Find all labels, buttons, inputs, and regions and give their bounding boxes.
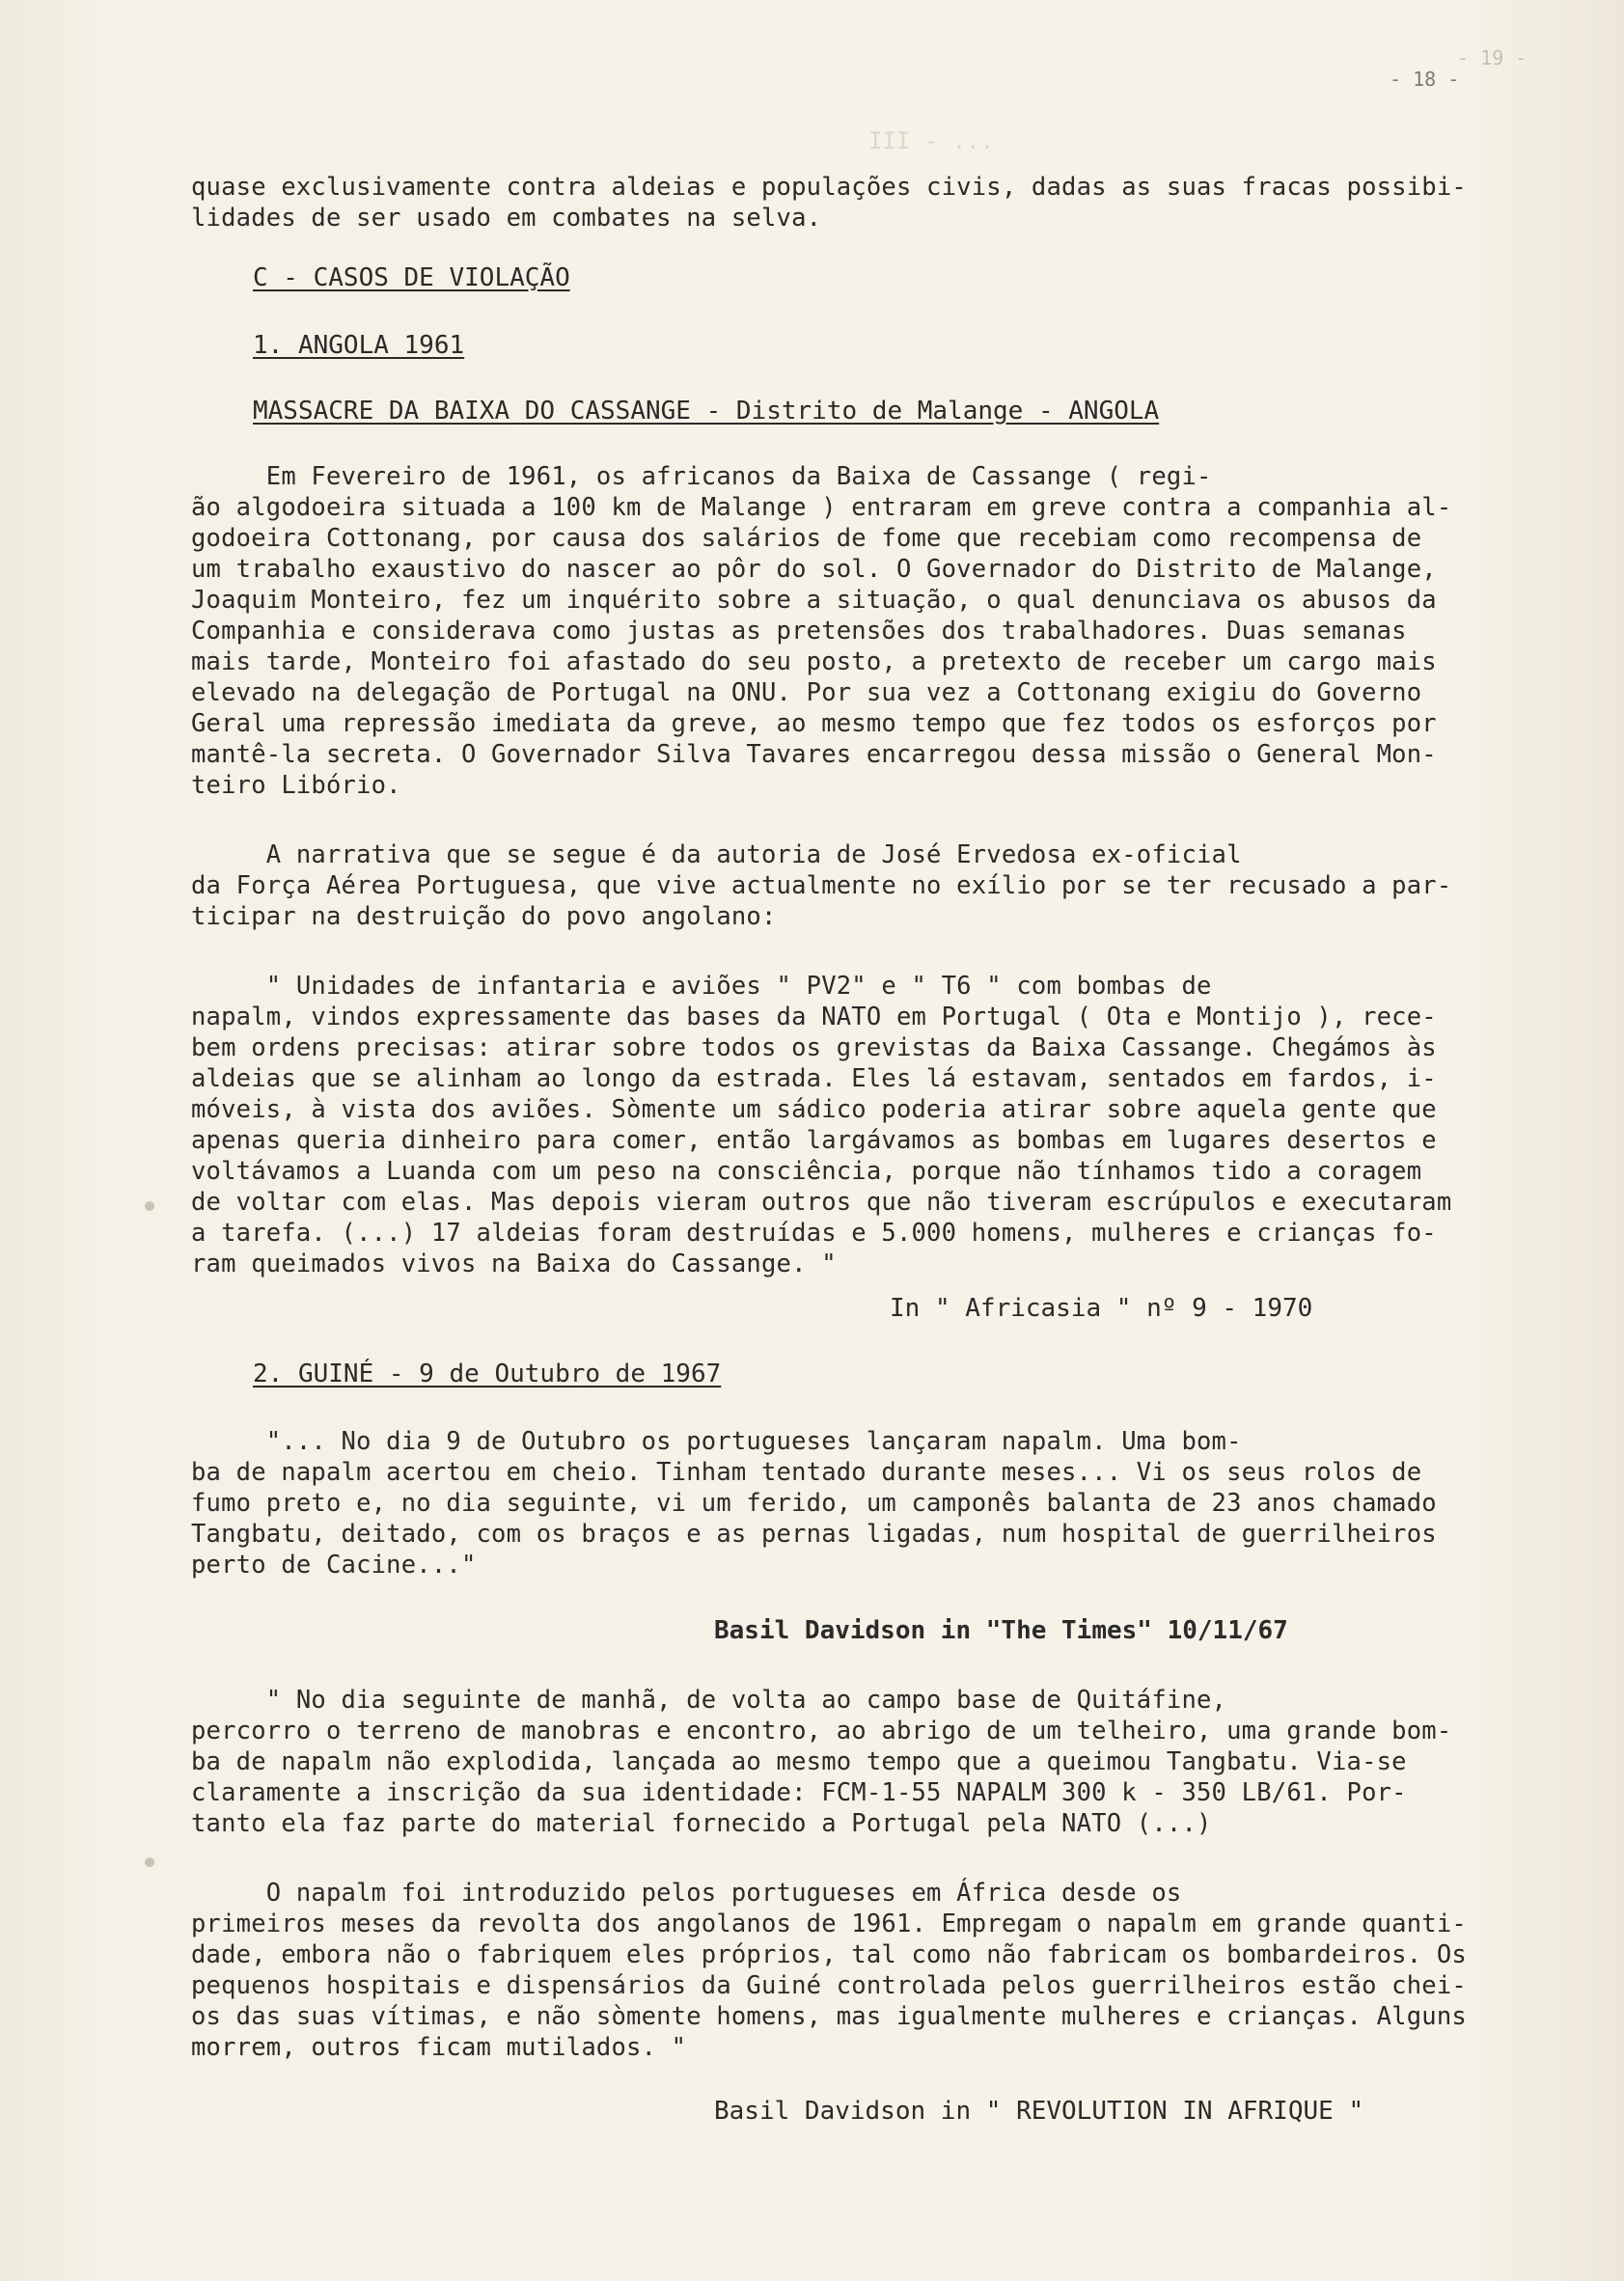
paragraph-line: Geral uma repressão imediata da greve, ao mesmo tempo que fez todos os esforços por — [191, 709, 1437, 738]
paragraph-line: os das suas vítimas, e não sòmente homens, mas igualmente mulheres e crianças. Alguns — [191, 2002, 1467, 2031]
quote-line: de voltar com elas. Mas depois vieram outros que não tiveram escrúpulos e executaram — [191, 1188, 1452, 1217]
paragraph-line: da Força Aérea Portuguesa, que vive actualmente no exílio por se ter recusado a par- — [191, 871, 1452, 900]
quote-line: " Unidades de infantaria e aviões " PV2" e " T6 " com bombas de — [191, 972, 1212, 1001]
quote-line: tanto ela faz parte do material fornecido a Portugal pela NATO (...) — [191, 1809, 1212, 1838]
quote-line: claramente a inscrição da sua identidade: FCM-1-55 NAPALM 300 k - 350 LB/61. Por- — [191, 1778, 1407, 1807]
quote-line: a tarefa. (...) 17 aldeias foram destruídas e 5.000 homens, mulheres e crianças fo- — [191, 1219, 1437, 1248]
page-number: - 18 - — [1390, 68, 1460, 91]
paragraph-line: godoeira Cottonang, por causa dos salários de fome que recebiam como recompensa de — [191, 524, 1422, 553]
paragraph-line: elevado na delegação de Portugal na ONU. Por sua vez a Cottonang exigiu do Governo — [191, 678, 1422, 707]
paragraph-line: Em Fevereiro de 1961, os africanos da Baixa de Cassange ( regi- — [191, 462, 1212, 491]
paragraph-line: ão algodoeira situada a 100 km de Malange ) entraram em greve contra a companhia al- — [191, 493, 1452, 522]
punch-mark — [145, 1857, 154, 1867]
attribution: Basil Davidson in "The Times" 10/11/67 — [714, 1616, 1288, 1645]
quote-line: voltávamos a Luanda com um peso na consciência, porque não tínhamos tido a coragem — [191, 1157, 1422, 1186]
quote-line: bem ordens precisas: atirar sobre todos os grevistas da Baixa Cassange. Chegámos às — [191, 1033, 1437, 1062]
paragraph-line: O napalm foi introduzido pelos portugueses em África desde os — [191, 1879, 1182, 1908]
paragraph-line: Joaquim Monteiro, fez um inquérito sobre a situação, o qual denunciava os abusos da — [191, 586, 1437, 615]
attribution: Basil Davidson in " REVOLUTION IN AFRIQUE " — [714, 2097, 1364, 2126]
quote-line: apenas queria dinheiro para comer, então largávamos as bombas em lugares desertos e — [191, 1126, 1437, 1155]
paragraph-line: morrem, outros ficam mutilados. " — [191, 2033, 687, 2062]
quote-line: Tangbatu, deitado, com os braços e as pernas ligadas, num hospital de guerrilheiros — [191, 1520, 1437, 1549]
quote-line: " No dia seguinte de manhã, de volta ao campo base de Quitáfine, — [191, 1686, 1227, 1715]
punch-mark — [145, 1201, 154, 1211]
quote-line: "... No dia 9 de Outubro os portugueses lançaram napalm. Uma bom- — [191, 1427, 1242, 1456]
quote-line: fumo preto e, no dia seguinte, vi um ferido, um camponês balanta de 23 anos chamado — [191, 1489, 1437, 1518]
paragraph-line: dade, embora não o fabriquem eles próprios, tal como não fabricam os bombardeiros. Os — [191, 1940, 1467, 1969]
paragraph-line: A narrativa que se segue é da autoria de José Ervedosa ex-oficial — [191, 840, 1242, 869]
quote-source: In " Africasia " nº 9 - 1970 — [890, 1294, 1313, 1323]
quote-line: ram queimados vivos na Baixa do Cassange. " — [191, 1250, 837, 1278]
angola-heading: 1. ANGOLA 1961 — [253, 331, 465, 360]
quote-line: móveis, à vista dos aviões. Sòmente um sádico poderia atirar sobre aquela gente que — [191, 1095, 1437, 1124]
massacre-subheading: MASSACRE DA BAIXA DO CASSANGE - Distrito de Malange - ANGOLA — [253, 397, 1160, 426]
show-through-text: III - ... — [868, 127, 995, 154]
quote-line: percorro o terreno de manobras e encontro, ao abrigo de um telheiro, uma grande bom- — [191, 1717, 1452, 1745]
quote-line: perto de Cacine..." — [191, 1551, 477, 1580]
guine-heading: 2. GUINÉ - 9 de Outubro de 1967 — [253, 1360, 722, 1388]
paragraph-line: mais tarde, Monteiro foi afastado do seu posto, a pretexto de receber um cargo mais — [191, 647, 1437, 676]
quote-line: ba de napalm acertou em cheio. Tinham tentado durante meses... Vi os seus rolos de — [191, 1458, 1422, 1487]
paragraph-line: mantê-la secreta. O Governador Silva Tavares encarregou dessa missão o General Mon- — [191, 740, 1437, 769]
intro-line: lidades de ser usado em combates na selva. — [191, 204, 822, 233]
quote-line: aldeias que se alinham ao longo da estrada. Eles lá estavam, sentados em fardos, i- — [191, 1064, 1437, 1093]
paragraph-line: um trabalho exaustivo do nascer ao pôr do sol. O Governador do Distrito de Malange, — [191, 555, 1437, 584]
ghost-page-number: - 19 - — [1457, 46, 1528, 69]
paragraph-line: ticipar na destruição do povo angolano: — [191, 902, 777, 931]
section-heading: C - CASOS DE VIOLAÇÃO — [253, 263, 570, 292]
paragraph-line: Companhia e considerava como justas as pretensões dos trabalhadores. Duas semanas — [191, 617, 1407, 646]
intro-line: quase exclusivamente contra aldeias e populações civis, dadas as suas fracas possibi- — [191, 173, 1467, 202]
paragraph-line: pequenos hospitais e dispensários da Guiné controlada pelos guerrilheiros estão chei- — [191, 1971, 1467, 2000]
quote-line: napalm, vindos expressamente das bases da NATO em Portugal ( Ota e Montijo ), rece- — [191, 1003, 1437, 1031]
paragraph-line: primeiros meses da revolta dos angolanos de 1961. Empregam o napalm em grande quanti- — [191, 1910, 1467, 1938]
paragraph-line: teiro Libório. — [191, 771, 401, 800]
quote-line: ba de napalm não explodida, lançada ao mesmo tempo que a queimou Tangbatu. Via-se — [191, 1747, 1407, 1776]
